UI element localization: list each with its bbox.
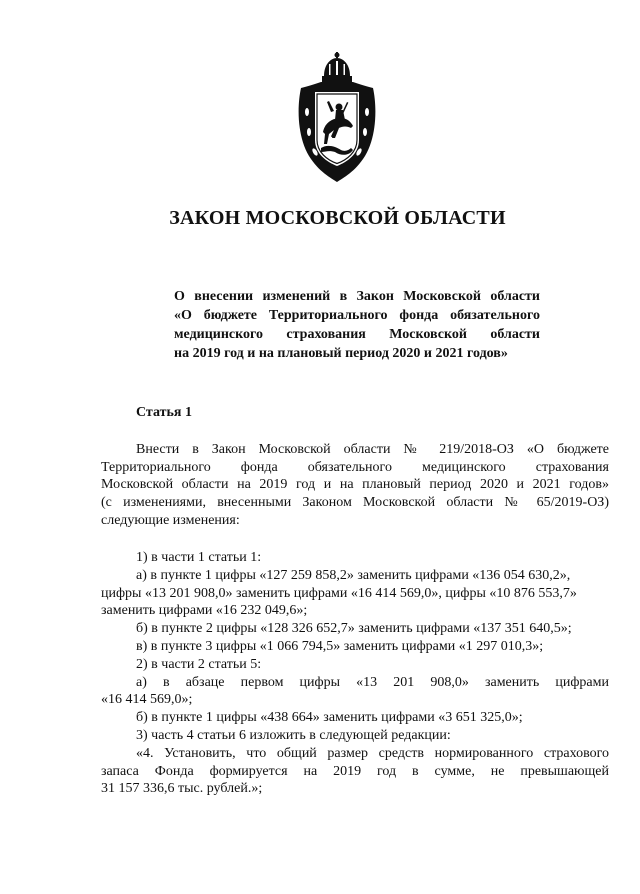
item-line: 3) часть 4 статьи 6 изложить в следующей редакции: — [136, 727, 451, 743]
item-line: а) в пункте 1 цифры «127 259 858,2» заменить цифрами «136 054 630,2», — [136, 567, 571, 583]
item-line: 2) в части 2 статьи 5: — [136, 656, 262, 672]
item-line: 1) в части 1 статьи 1: — [136, 550, 262, 565]
item-line: «4. Установить, что общий размер средств нормированного страхового — [136, 745, 609, 761]
intro-line: Внести в Закон Московской области № 219/2018-ОЗ «О бюджете — [136, 442, 609, 457]
subtitle-line: на 2019 год и на плановый период 2020 и 2021 годов» — [174, 346, 508, 361]
intro-line: Территориального фонда обязательного медицинского страхования — [101, 459, 609, 475]
item-line: «16 414 569,0»; — [101, 692, 193, 708]
item-line: б) в пункте 1 цифры «438 664» заменить цифрами «3 651 325,0»; — [136, 710, 523, 726]
subtitle-line: «О бюджете Территориального фонда обязательного — [174, 308, 540, 323]
item-line: б) в пункте 2 цифры «128 326 652,7» заменить цифрами «137 351 640,5»; — [136, 621, 572, 637]
item-line: 31 157 336,6 тыс. рублей.»; — [101, 781, 263, 797]
law-subtitle — [174, 287, 540, 363]
amendment-items — [101, 549, 609, 798]
item-line: цифры «13 201 908,0» заменить цифрами «16 414 569,0», цифры «10 876 553,7» — [101, 585, 577, 601]
subtitle-line: О внесении изменений в Закон Московской области — [174, 289, 540, 304]
article-intro-paragraph — [101, 441, 609, 530]
document-title: ЗАКОН МОСКОВСКОЙ ОБЛАСТИ — [169, 207, 506, 229]
intro-line: следующие изменения: — [101, 512, 240, 528]
item-line: заменить цифрами «16 232 049,6»; — [101, 603, 308, 619]
subtitle-line: медицинского страхования Московской области — [174, 327, 540, 342]
item-line: запаса Фонда формируется на 2019 год в сумме, не превышающей — [101, 763, 609, 779]
article-heading: Статья 1 — [136, 405, 192, 420]
moscow-oblast-coat-of-arms-icon — [287, 52, 387, 184]
item-line: а) в абзаце первом цифры «13 201 908,0» заменить цифрами — [136, 674, 609, 690]
item-line: в) в пункте 3 цифры «1 066 794,5» заменить цифрами «1 297 010,3»; — [136, 638, 544, 654]
intro-line: Московской области на 2019 год и на плановый период 2020 и 2021 годов» — [101, 477, 609, 493]
intro-line: (с изменениями, внесенными Законом Московской области № 65/2019-ОЗ) — [101, 495, 609, 511]
